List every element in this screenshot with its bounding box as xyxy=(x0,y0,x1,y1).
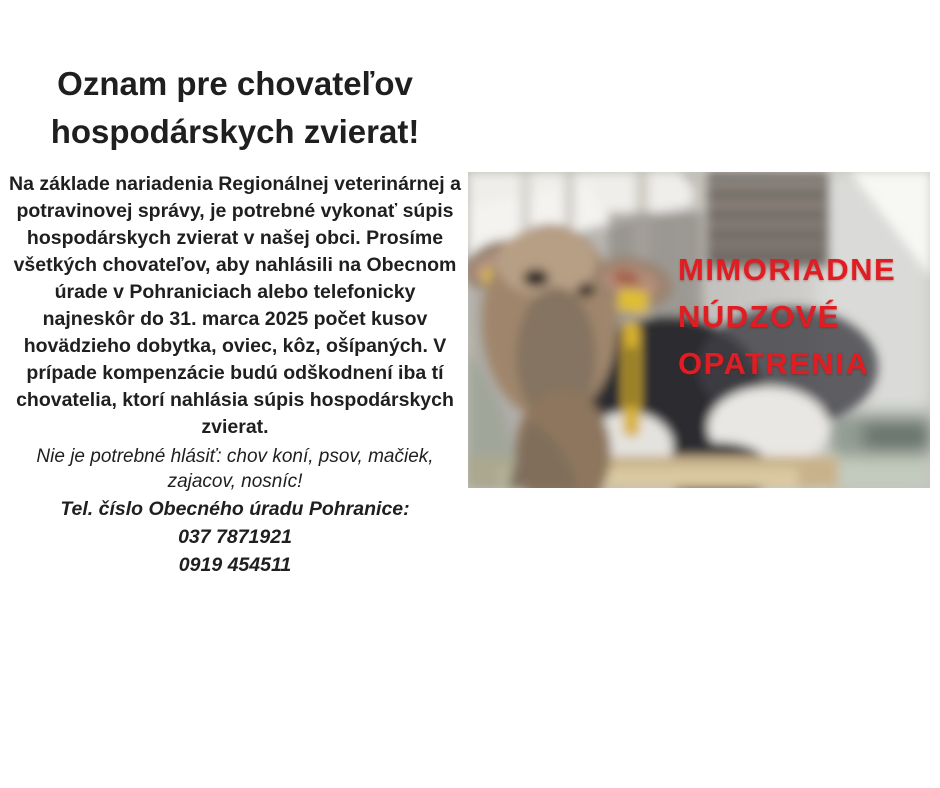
photo-overlay-text xyxy=(678,246,896,387)
overlay-line-3: OPATRENIA xyxy=(678,346,870,381)
page-title: Oznam pre chovateľov hospodárskych zvierat! xyxy=(50,65,420,150)
overlay-line-1: MIMORIADNE xyxy=(678,252,897,287)
announcement-body: Na základe nariadenia Regionálnej veterinárnej a potravinovej správy, je potrebné vykonať súpis hospodárskych zvierat v našej obci. Prosíme všetkých chovateľov, aby nahlásili na Obecnom úrade v Pohraniciach alebo telefonicky najneskôr do 31. marca 2025 počet kusov hovädzieho dobytka, oviec, kôz, ošípaných. V prípade kompenzácie budú odškodnení iba tí chovatelia, ktorí nahlásia súpis hospodárskych zvierat. xyxy=(9,173,461,438)
phone-number-1: 037 7871921 xyxy=(178,526,292,548)
cows-barn-photo xyxy=(468,172,930,488)
announcement-text-column xyxy=(0,60,470,579)
phone-heading: Tel. číslo Obecného úradu Pohranice: xyxy=(60,498,410,520)
overlay-line-2: NÚDZOVÉ xyxy=(678,299,841,334)
announcement-note: Nie je potrebné hlásiť: chov koní, psov, mačiek, zajacov, nosníc! xyxy=(36,446,434,492)
phone-number-2: 0919 454511 xyxy=(178,554,292,576)
